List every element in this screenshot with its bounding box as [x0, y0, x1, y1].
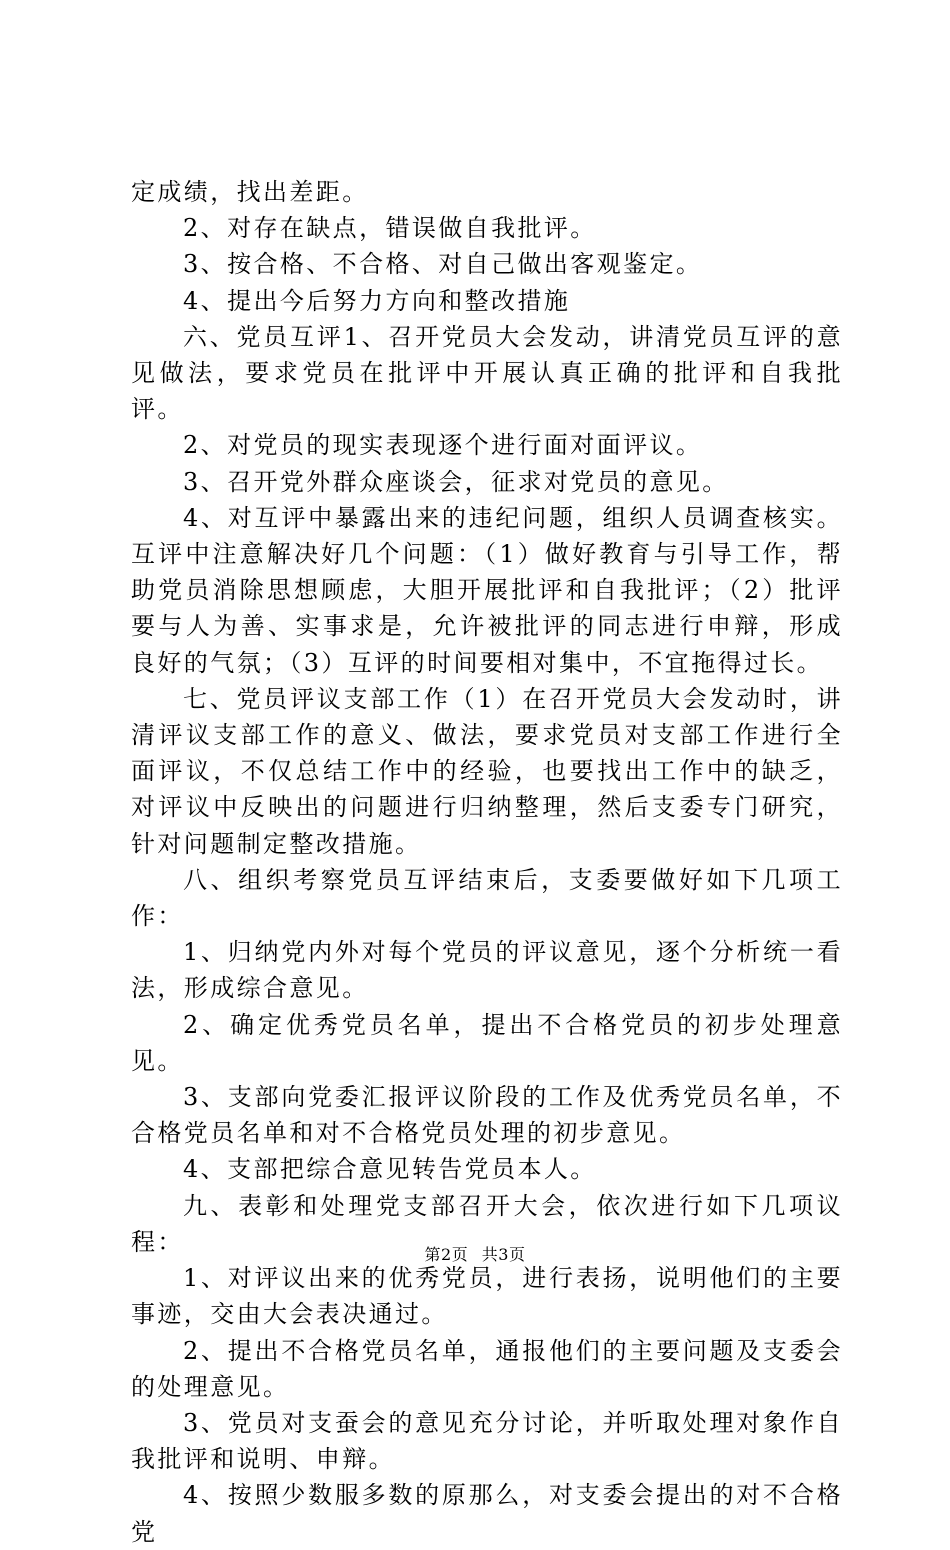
page-number: 第2页 — [424, 1245, 469, 1264]
paragraph-self-review-4: 4、提出今后努力方向和整改措施 — [183, 286, 571, 315]
paragraph-section-9-item-1: 1、对评议出来的优秀党员，进行表扬，说明他们的主要事迹，交由大会表决通过。 — [131, 1264, 843, 1329]
page-total: 共3页 — [481, 1245, 526, 1264]
paragraph-section-6: 六、党员互评1、召开党员大会发动，讲清党员互评的意见做法，要求党员在批评中开展认真正确的批评和自我批评。 — [131, 322, 843, 424]
paragraph-section-6-item-3: 3、召开党外群众座谈会，征求对党员的意见。 — [183, 467, 729, 496]
paragraph-section-6-item-4: 4、对互评中暴露出来的违纪问题，组织人员调查核实。互评中注意解决好几个问题：（1）做好教育与引导工作，帮助党员消除思想顾虑，大胆开展批评和自我批评；（2）批评要与人为善、实事求是，允许被批评的同志进行申辩，形成良好的气氛；（3）互评的时间要相对集中，不宜拖得过长。 — [131, 503, 843, 677]
paragraph-section-9-item-2: 2、提出不合格党员名单，通报他们的主要问题及支委会的处理意见。 — [131, 1336, 843, 1401]
page-footer — [0, 1245, 950, 1265]
paragraph-section-8-item-1: 1、归纳党内外对每个党员的评议意见，逐个分析统一看法，形成综合意见。 — [131, 938, 843, 1003]
paragraph-section-8-item-3: 3、支部向党委汇报评议阶段的工作及优秀党员名单，不合格党员名单和对不合格党员处理的初步意见。 — [131, 1083, 843, 1148]
paragraph-section-8: 八、组织考察党员互评结束后，支委要做好如下几项工作： — [131, 865, 843, 931]
paragraph-section-9-item-4: 4、按照少数服多数的原那么，对支委会提出的对不合格党 — [131, 1481, 843, 1546]
document-body — [131, 174, 843, 1550]
paragraph-section-8-item-2: 2、确定优秀党员名单，提出不合格党员的初步处理意见。 — [131, 1010, 843, 1075]
paragraph-section-9: 九、表彰和处理党支部召开大会，依次进行如下几项议程： — [131, 1191, 843, 1256]
paragraph-section-9-item-3: 3、党员对支蚕会的意见充分讨论，并听取处理对象作自我批评和说明、申辩。 — [131, 1408, 843, 1474]
paragraph-section-7: 七、党员评议支部工作（1）在召开党员大会发动时，讲清评议支部工作的意义、做法，要求党员对支部工作进行全面评议，不仅总结工作中的经验，也要找出工作中的缺乏，对评议中反映出的问题进行归纳整理，然后支委专门研究，针对问题制定整改措施。 — [131, 684, 843, 858]
paragraph-continuation: 定成绩，找出差距。 — [131, 178, 369, 206]
paragraph-self-review-3: 3、按合格、不合格、对自己做出客观鉴定。 — [183, 250, 703, 279]
paragraph-section-8-item-4: 4、支部把综合意见转告党员本人。 — [183, 1155, 597, 1184]
paragraph-self-review-2: 2、对存在缺点，错误做自我批评。 — [183, 214, 597, 243]
paragraph-section-6-item-2: 2、对党员的现实表现逐个进行面对面评议。 — [183, 431, 703, 460]
